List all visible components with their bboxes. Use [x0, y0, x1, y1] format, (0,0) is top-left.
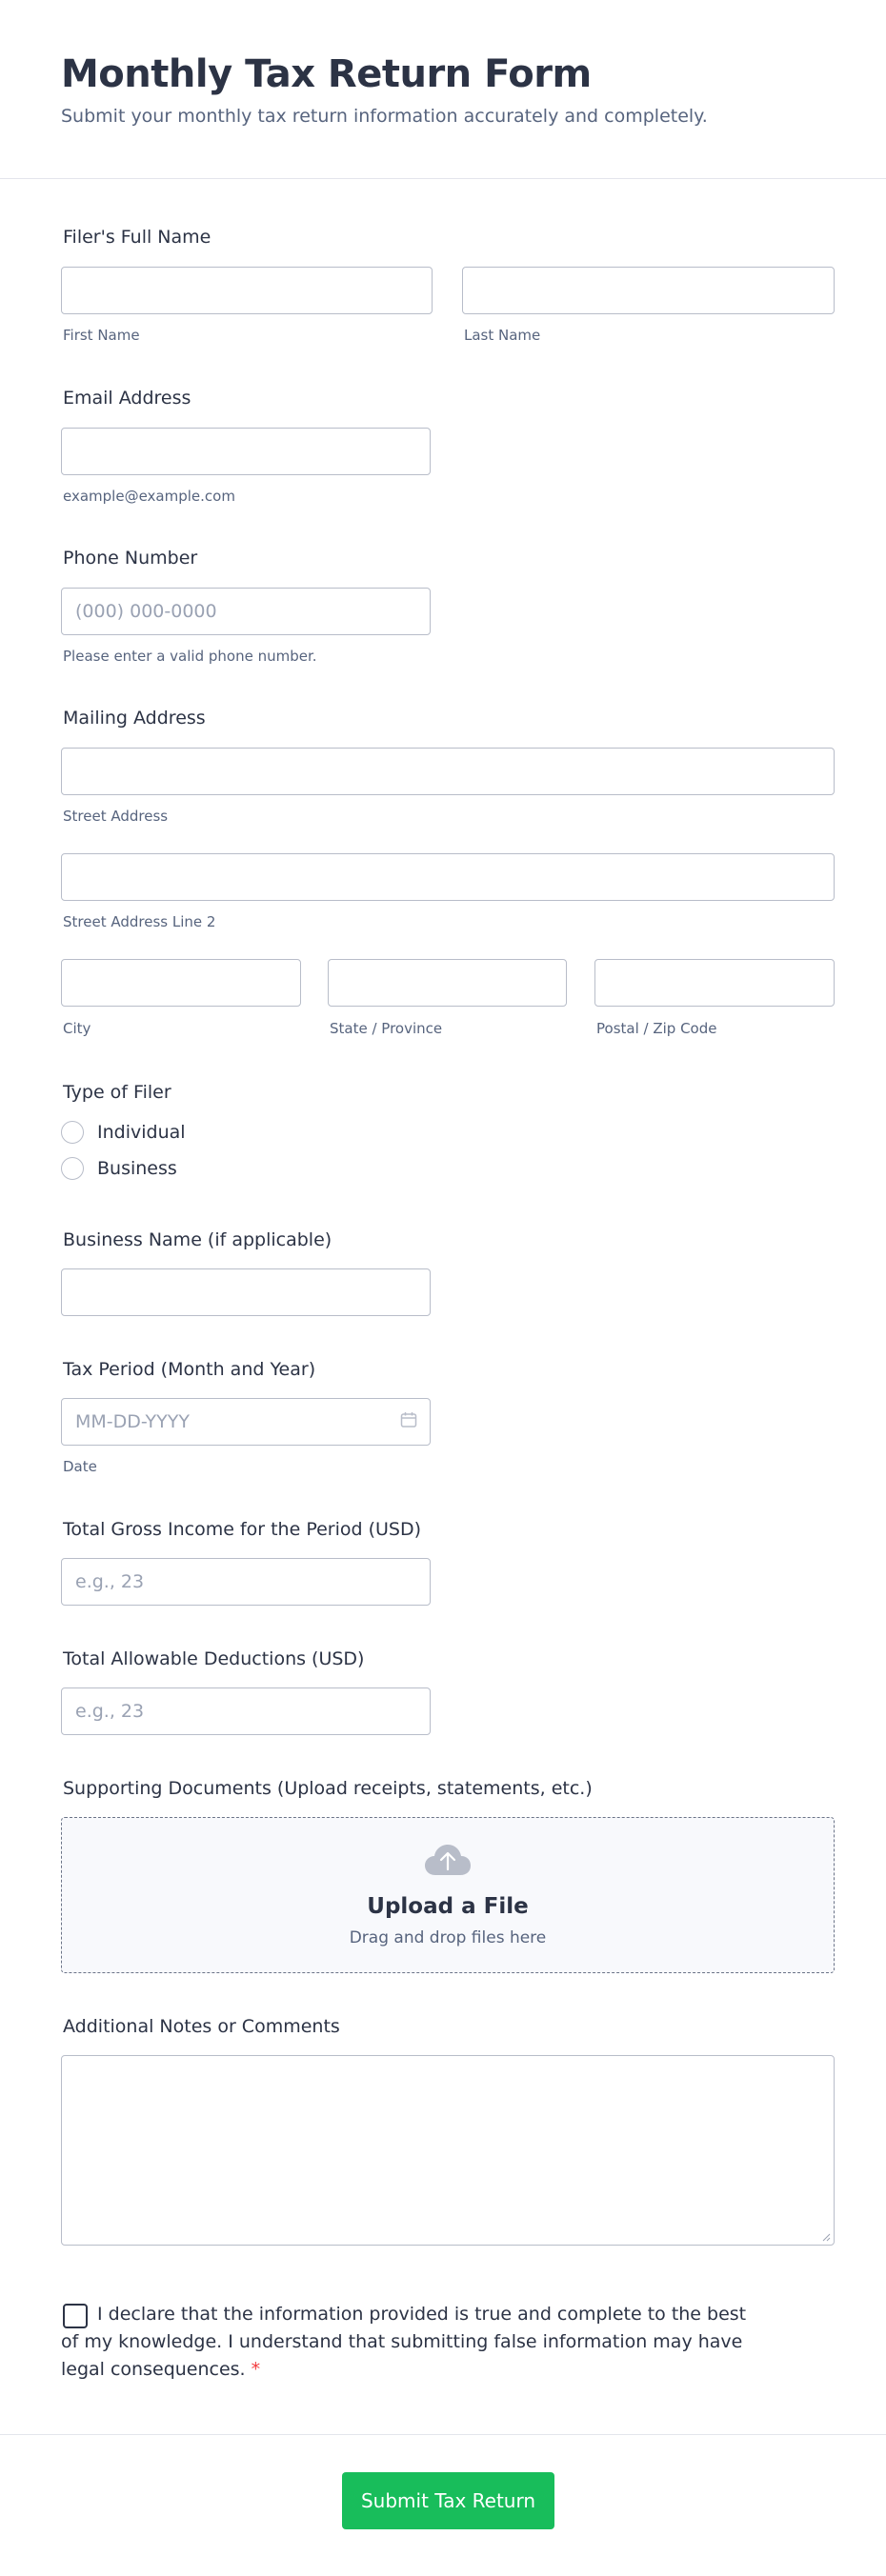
documents-label: Supporting Documents (Upload receipts, statements, etc.) — [63, 1778, 593, 1799]
declaration-label: I declare that the information provided is true and complete to the best of my knowledge. I understand that submitting false information may have legal consequences. — [61, 2304, 747, 2380]
radio-individual[interactable] — [61, 1121, 84, 1144]
notes-label: Additional Notes or Comments — [63, 2016, 340, 2037]
deductions-input[interactable] — [61, 1687, 431, 1735]
resize-grip-icon[interactable] — [821, 2232, 831, 2242]
street-address-input[interactable] — [61, 748, 835, 795]
upload-title: Upload a File — [367, 1894, 529, 1919]
gross-income-label: Total Gross Income for the Period (USD) — [63, 1519, 422, 1540]
deductions-label: Total Allowable Deductions (USD) — [63, 1648, 365, 1669]
footer-divider — [0, 2434, 886, 2435]
filer-type-option-business[interactable] — [61, 1156, 177, 1181]
filer-type-option-individual[interactable] — [61, 1120, 186, 1145]
required-star: * — [251, 2359, 261, 2380]
form-subtitle: Submit your monthly tax return information accurately and completely. — [61, 106, 708, 127]
phone-label: Phone Number — [63, 548, 198, 569]
declaration-text — [61, 2301, 747, 2384]
radio-business[interactable] — [61, 1157, 84, 1180]
first-name-input[interactable] — [61, 267, 433, 314]
email-sublabel: example@example.com — [63, 488, 235, 505]
gross-income-input[interactable] — [61, 1558, 431, 1606]
notes-textarea[interactable] — [61, 2055, 835, 2246]
address-label: Mailing Address — [63, 708, 206, 729]
phone-input[interactable] — [61, 588, 431, 635]
filer-type-label: Type of Filer — [63, 1082, 171, 1103]
city-sublabel: City — [63, 1020, 91, 1037]
radio-label-business: Business — [97, 1158, 177, 1179]
zip-input[interactable] — [594, 959, 835, 1007]
street-address-line2-input[interactable] — [61, 853, 835, 901]
cloud-upload-icon — [424, 1843, 472, 1877]
tax-period-input[interactable] — [61, 1398, 431, 1446]
state-sublabel: State / Province — [330, 1020, 443, 1037]
phone-sublabel: Please enter a valid phone number. — [63, 648, 317, 665]
business-name-label: Business Name (if applicable) — [63, 1229, 332, 1250]
full-name-label: Filer's Full Name — [63, 227, 211, 248]
calendar-icon[interactable] — [400, 1411, 417, 1428]
business-name-input[interactable] — [61, 1268, 431, 1316]
declaration-checkbox[interactable] — [63, 2304, 88, 2328]
form-title: Monthly Tax Return Form — [61, 52, 592, 96]
last-name-sublabel: Last Name — [464, 327, 541, 344]
city-input[interactable] — [61, 959, 301, 1007]
street-address-line2-sublabel: Street Address Line 2 — [63, 913, 216, 930]
first-name-sublabel: First Name — [63, 327, 140, 344]
form-header — [0, 0, 886, 179]
upload-hint: Drag and drop files here — [349, 1928, 547, 1947]
email-label: Email Address — [63, 388, 191, 409]
submit-button[interactable]: Submit Tax Return — [342, 2472, 554, 2529]
tax-period-label: Tax Period (Month and Year) — [63, 1359, 316, 1380]
file-upload-dropzone[interactable] — [61, 1817, 835, 1973]
last-name-input[interactable] — [462, 267, 835, 314]
tax-period-sublabel: Date — [63, 1458, 97, 1475]
zip-sublabel: Postal / Zip Code — [596, 1020, 717, 1037]
email-input[interactable] — [61, 428, 431, 475]
street-address-sublabel: Street Address — [63, 808, 169, 825]
radio-label-individual: Individual — [97, 1122, 186, 1143]
state-input[interactable] — [328, 959, 567, 1007]
